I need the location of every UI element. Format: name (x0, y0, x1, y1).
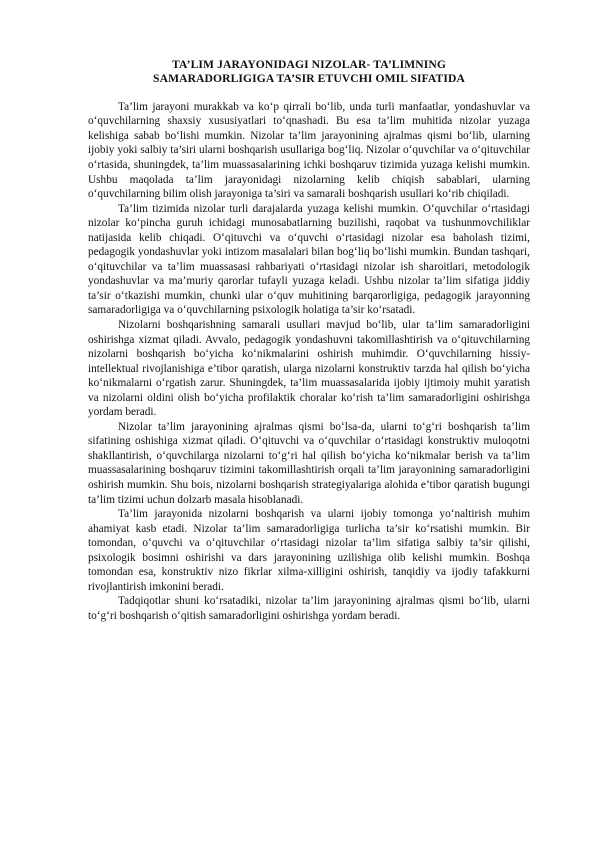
paragraph-4: Nizolar ta’lim jarayonining ajralmas qismi bo‘lsa-da, ularni to‘g‘ri boshqarish ta’lim sifatining oshishiga xizmat qiladi. O‘qituvchi va o‘quvchilar o‘rtasidagi konstruktiv muloqotni shakllantirish, o‘quvchilarga nizolarni to‘g‘ri hal qilish bo‘yicha ko‘nikmalar berish va ta’lim muassasalarining boshqaruv tizimini takomillashtirish orqali ta’lim jarayonining samaradorligini oshirish mumkin. Shu bois, nizolarni boshqarish strategiyalariga alohida e’tibor qaratish bugungi ta’lim tizimi uchun dolzarb masala hisoblanadi. (88, 420, 530, 506)
paragraph-5: Ta’lim jarayonida nizolarni boshqarish va ularni ijobiy tomonga yo‘naltirish muhim ahamiyat kasb etadi. Nizolar ta’lim samaradorligiga turlicha ta’sir ko‘rsatishi mumkin. Bir tomondan, o‘quvchi va o‘qituvchilar o‘rtasidagi nizolar ta’lim sifatiga salbiy ta’sir qilishi, psixologik bosimni oshirishi va dars jarayonining uzilishiga olib kelishi mumkin. Boshqa tomondan esa, konstruktiv nizo fikrlar xilma-xilligini oshirish, tanqidiy va ijodiy tafakkurni rivojlantirish imkonini beradi. (88, 508, 530, 593)
title-line-1: TA’LIM JARAYONIDAGI NIZOLAR- TA’LIMNING (172, 58, 446, 71)
paragraph-2: Ta’lim tizimida nizolar turli darajalarda yuzaga kelishi mumkin. O‘quvchilar o‘rtasidagi nizolar ko‘pincha guruh ichidagi munosabatlarning buzilishi, raqobat va tushunmovchiliklar natijasida kelib chiqadi. O‘qituvchi va o‘quvchi o‘rtasidagi nizolar esa baholash tizimi, pedagogik yondashuvlar yoki intizom masalalari bilan bog‘liq bo‘lishi mumkin. Bundan tashqari, o‘qituvchilar va ta’lim muassasasi rahbariyati o‘rtasidagi nizolar ish sharoitlari, metodologik yondashuvlar va ma’muriy qarorlar tufayli yuzaga keladi. Ushbu nizolar ta’lim sifatiga jiddiy ta’sir o‘tkazishi mumkin, chunki ular o‘quv muhitining barqarorligiga, pedagogik jarayonning samaradorligiga va o‘quvchilarning psixologik holatiga ta’sir ko‘rsatadi. (88, 202, 530, 317)
document-title (88, 58, 530, 87)
paragraph-1: Ta’lim jarayoni murakkab va ko‘p qirrali bo‘lib, unda turli manfaatlar, yondashuvlar va o‘quvchilarning shaxsiy xususiyatlari to‘qnashadi. Bu esa ta’lim muhitida nizolar yuzaga kelishiga sabab bo‘lishi mumkin. Nizolar ta’lim jarayonining ajralmas qismi bo‘lib, ularning ijobiy yoki salbiy ta’siri ularni boshqarish usullariga bog‘liq. Nizolar o‘quvchilar va o‘qituvchilar o‘rtasida, shuningdek, ta’lim muassasalarining ichki boshqaruv tizimida yuzaga kelishi mumkin. Ushbu maqolada ta’lim jarayonidagi nizolarning kelib chiqish sabablari, ularning o‘quvchilarning bilim olish jarayoniga ta’siri va samarali boshqarish usullari ko‘rib chiqiladi. (88, 100, 530, 201)
paragraph-3: Nizolarni boshqarishning samarali usullari mavjud bo‘lib, ular ta’lim samaradorligini oshirishga xizmat qiladi. Avvalo, pedagogik yondashuvni takomillashtirish va o‘qituvchilarning nizolarni boshqarish bo‘yicha ko‘nikmalarini oshirish muhimdir. O‘quvchilarning hissiy-intellektual rivojlanishiga e’tibor qaratish, ularga nizolarni konstruktiv tarzda hal qilish bo‘yicha ko‘nikmalarni o‘rgatish zarur. Shuningdek, ta’lim muassasalarida ijobiy ijtimoiy muhit yaratish va nizolarni oldini olish bo‘yicha profilaktik choralar ko‘rish ta’lim samaradorligini oshirishga yordam beradi. (88, 319, 530, 419)
document-page (88, 58, 530, 624)
title-line-2: SAMARADORLIGIGA TA’SIR ETUVCHI OMIL SIFATIDA (153, 72, 465, 86)
paragraph-6: Tadqiqotlar shuni ko‘rsatadiki, nizolar ta’lim jarayonining ajralmas qismi bo‘lib, ularni to‘g‘ri boshqarish o‘qitish samaradorligini oshirishga yordam beradi. (88, 595, 530, 622)
